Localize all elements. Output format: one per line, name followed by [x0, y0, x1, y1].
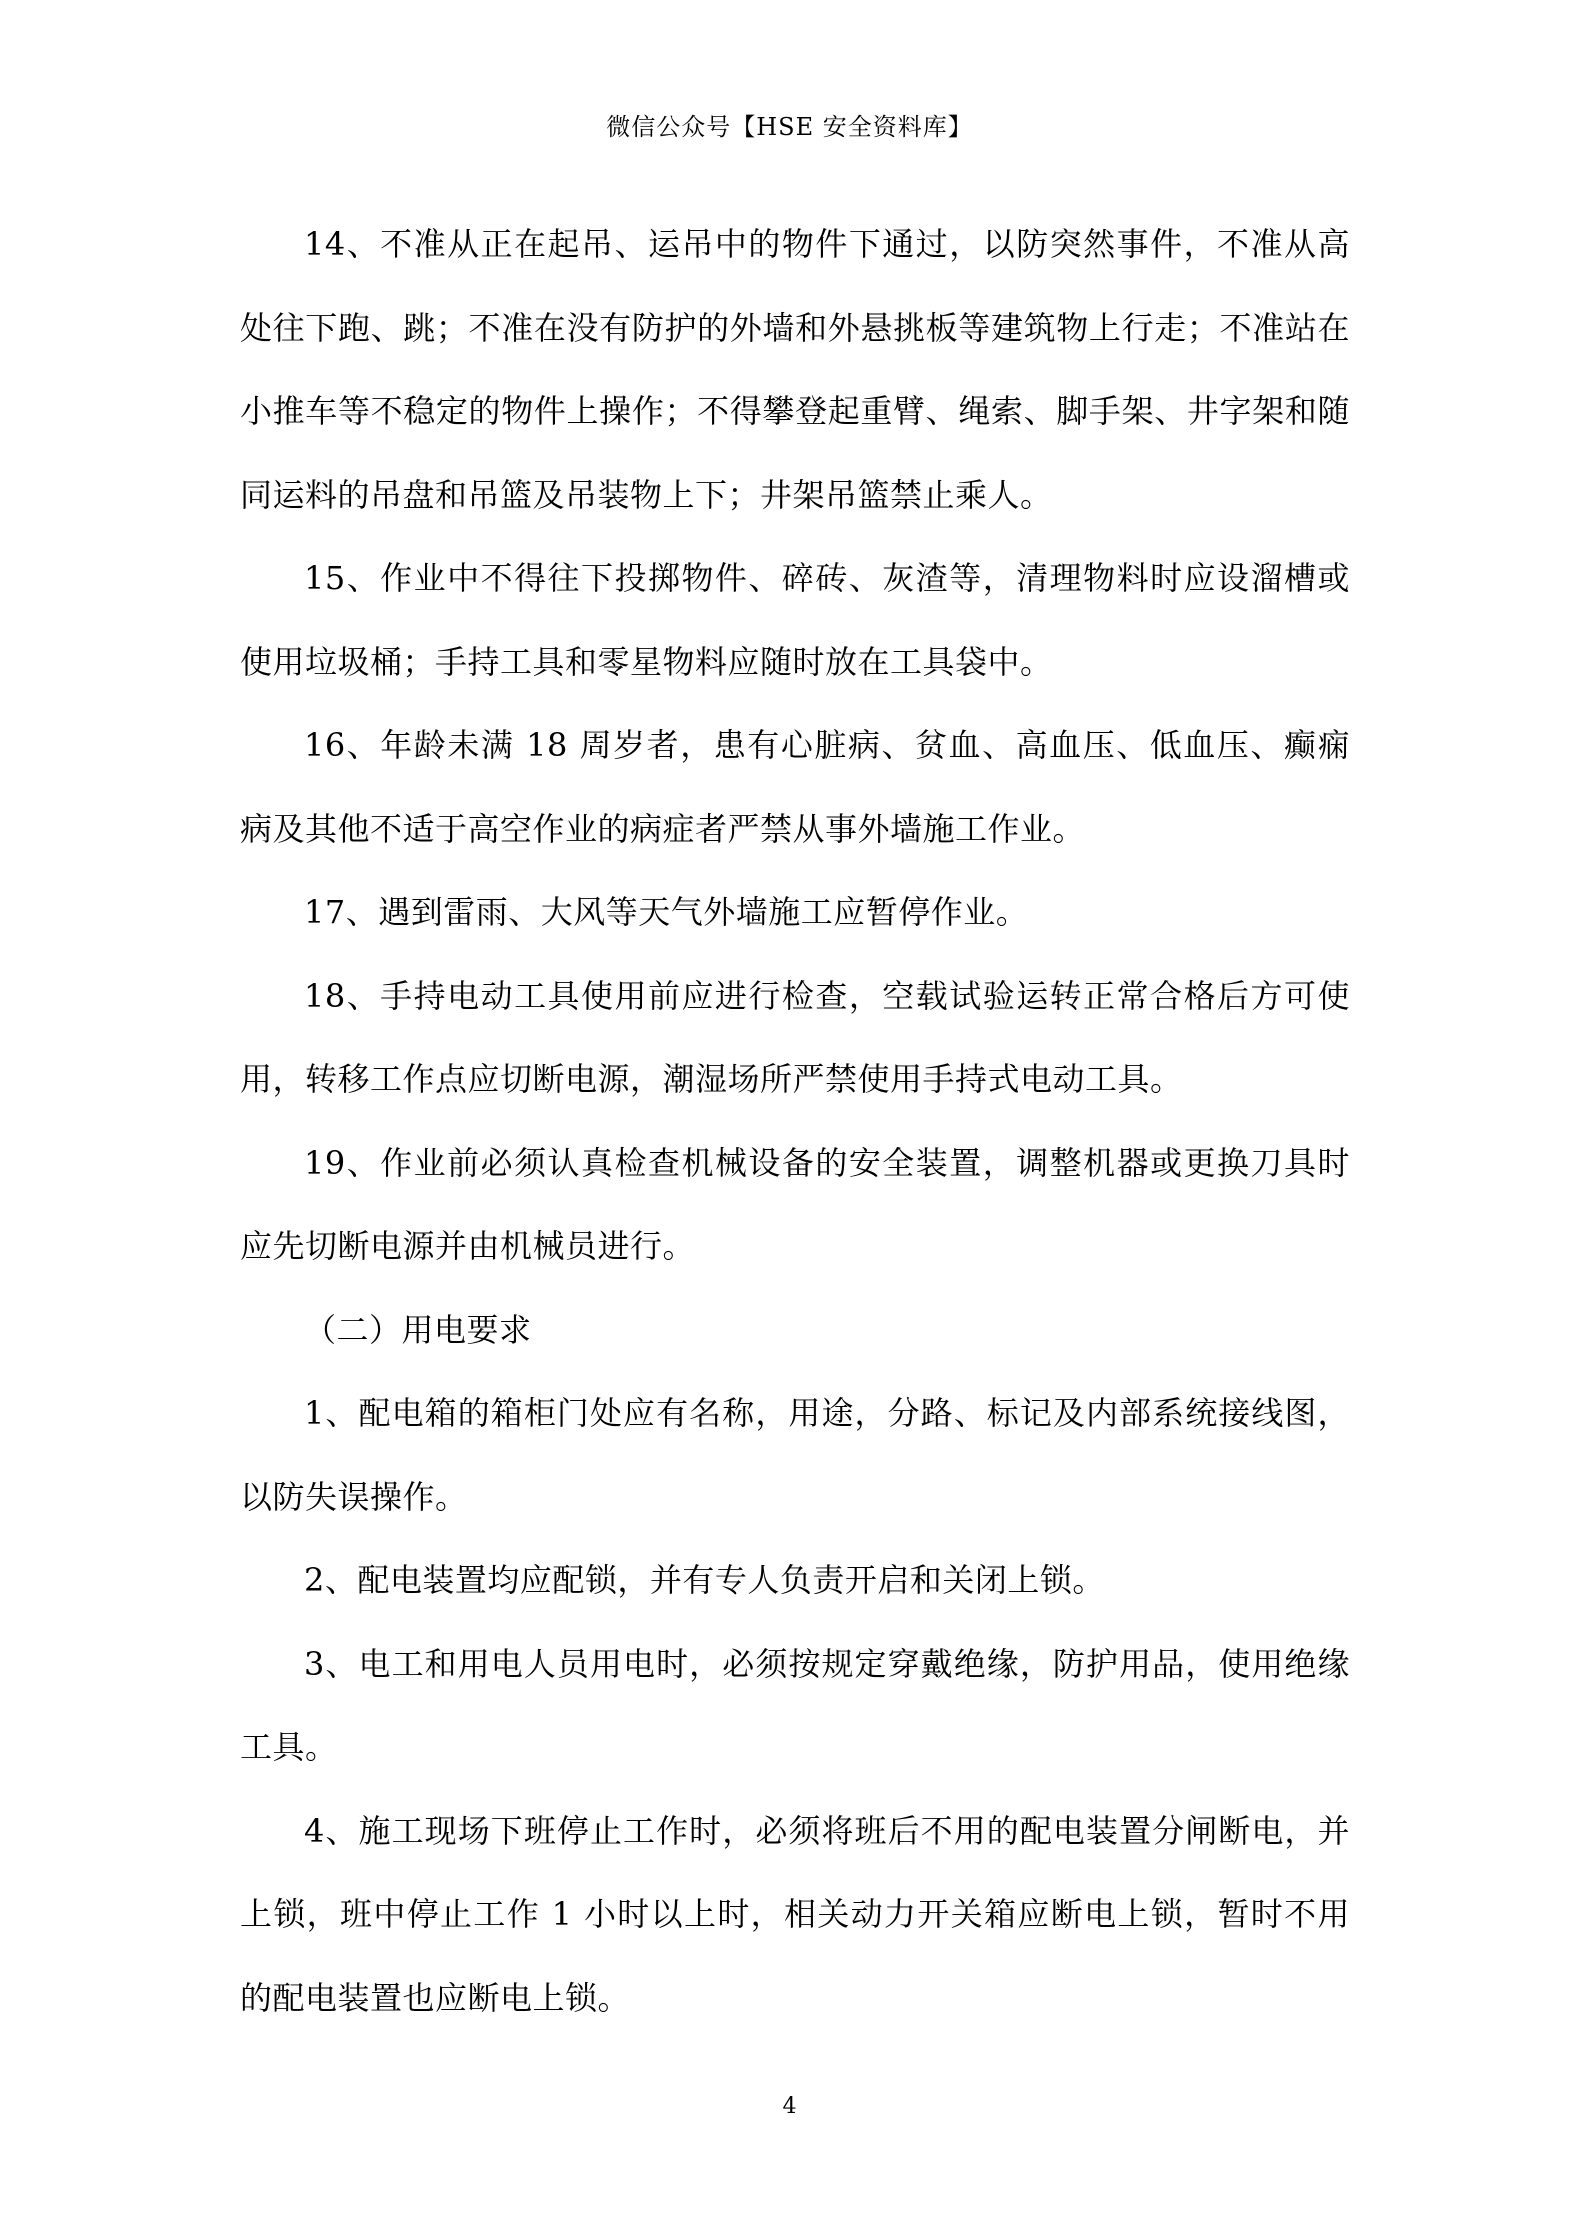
paragraph-item-15: 15、作业中不得往下投掷物件、碎砖、灰渣等，清理物料时应设溜槽或使用垃圾桶；手持工具和零星物料应随时放在工具袋中。 — [240, 559, 1350, 681]
page-number: 4 — [782, 2094, 797, 2119]
document-body — [240, 203, 1350, 2040]
page-header: 微信公众号【HSE 安全资料库】 — [606, 113, 973, 141]
paragraph-item-14: 14、不准从正在起吊、运吊中的物件下通过，以防突然事件，不准从高处往下跑、跳；不准在没有防护的外墙和外悬挑板等建筑物上行走；不准站在小推车等不稳定的物件上操作；不得攀登起重臂、绳索、脚手架、井字架和随同运料的吊盘和吊篮及吊装物上下；井架吊篮禁止乘人。 — [240, 225, 1350, 514]
paragraph-item-3: 3、电工和用电人员用电时，必须按规定穿戴绝缘，防护用品，使用绝缘工具。 — [240, 1644, 1350, 1766]
section-heading-electricity: （二）用电要求 — [304, 1310, 532, 1349]
paragraph-item-2: 2、配电装置均应配锁，并有专人负责开启和关闭上锁。 — [304, 1561, 1105, 1599]
paragraph-item-19: 19、作业前必须认真检查机械设备的安全装置，调整机器或更换刀具时应先切断电源并由机械员进行。 — [240, 1143, 1350, 1265]
paragraph-item-18: 18、手持电动工具使用前应进行检查，空载试验运转正常合格后方可使用，转移工作点应切断电源，潮湿场所严禁使用手持式电动工具。 — [240, 976, 1350, 1098]
paragraph-item-16: 16、年龄未满 18 周岁者，患有心脏病、贫血、高血压、低血压、癫痫病及其他不适于高空作业的病症者严禁从事外墙施工作业。 — [240, 726, 1350, 848]
paragraph-item-17: 17、遇到雷雨、大风等天气外墙施工应暂停作业。 — [304, 893, 1029, 931]
paragraph-item-4: 4、施工现场下班停止工作时，必须将班后不用的配电装置分闸断电，并上锁，班中停止工作 1 小时以上时，相关动力开关箱应断电上锁，暂时不用的配电装置也应断电上锁。 — [240, 1811, 1350, 2017]
paragraph-item-1: 1、配电箱的箱柜门处应有名称，用途，分路、标记及内部系统接线图，以防失误操作。 — [240, 1394, 1350, 1516]
